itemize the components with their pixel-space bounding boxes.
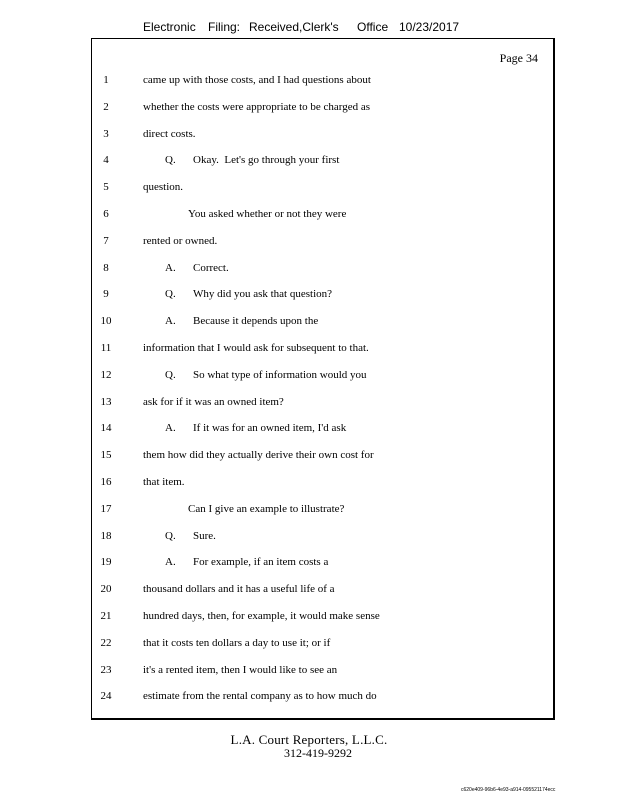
transcript-line [0,476,618,492]
qa-marker: A. [165,261,176,274]
line-text: So what type of information would you [193,368,367,381]
line-text-container [188,503,344,515]
line-text: You asked whether or not they were [188,208,347,220]
line-text: ask for if it was an owned item? [143,395,284,408]
line-number: 2 [103,100,109,113]
document-hash: c620e409-96b6-4e93-a914-095521174ecc [461,787,556,793]
qa-marker: Q. [165,154,176,167]
line-text-container [165,369,367,381]
line-text: hundred days, then, for example, it would make sense [143,610,380,622]
line-number: 1 [103,74,109,86]
line-text: rented or owned. [143,234,218,247]
line-text: direct costs. [143,127,196,140]
line-number: 5 [103,181,109,194]
transcript-line [0,181,618,197]
line-text-container [143,74,371,86]
stamp-date: 10/23/2017 [399,20,460,34]
transcript-line [0,664,618,680]
footer-phone: 312-419-9292 [284,746,352,760]
transcript-line [0,128,618,144]
line-number: 9 [103,288,109,301]
transcript-line [0,503,618,519]
line-text-container [165,262,229,274]
line-number: 19 [100,556,112,569]
line-text: Correct. [193,261,229,274]
transcript-line [0,342,618,358]
line-text: information that I would ask for subsequent to that. [143,342,369,354]
line-text-container [165,530,216,542]
line-text-container [143,449,374,461]
line-text-container [165,315,318,327]
line-text: thousand dollars and it has a useful life of a [143,583,335,596]
line-text-container [143,637,330,649]
stamp-word-office: Office [357,20,389,34]
line-text-container [188,208,346,220]
line-text-container [143,690,377,702]
filing-stamp [0,20,618,40]
line-text-container [143,235,217,247]
line-text-container [143,342,369,354]
qa-marker: A. [165,315,176,328]
transcript-line [0,74,618,90]
line-text: came up with those costs, and I had questions about [143,74,371,86]
transcript-line [0,154,618,170]
transcript-line [0,235,618,251]
stamp-word-electronic: Electronic [143,20,196,34]
line-text-container [143,396,284,408]
transcript-line [0,583,618,599]
line-text: that it costs ten dollars a day to use it; or if [143,636,331,649]
line-number: 13 [100,395,112,408]
line-text: Sure. [193,529,216,542]
line-number: 10 [100,315,112,328]
line-number: 3 [103,127,109,140]
line-number: 17 [100,502,112,515]
line-text: For example, if an item costs a [193,556,329,569]
line-text: Because it depends upon the [193,315,319,328]
qa-marker: Q. [165,288,176,301]
transcript-line [0,262,618,278]
line-number: 8 [103,261,109,274]
footer-company: L.A. Court Reporters, L.L.C. [230,732,388,747]
transcript-line [0,208,618,224]
stamp-word-received: Received,Clerk's [249,20,339,34]
line-text: that item. [143,476,185,488]
transcript-line [0,530,618,546]
transcript-line [0,315,618,331]
line-text: it's a rented item, then I would like to see an [143,663,338,676]
line-number: 24 [100,690,112,703]
line-text: If it was for an owned item, I'd ask [193,422,347,435]
line-text-container [143,128,196,140]
line-text-container [143,583,335,595]
transcript-line [0,690,618,706]
line-number: 22 [100,636,112,649]
line-text-container [165,422,346,434]
transcript-line [0,396,618,412]
line-text-container [143,101,370,113]
qa-marker: Q. [165,529,176,542]
line-number: 4 [103,154,109,167]
line-number: 21 [100,610,112,622]
line-number: 7 [103,234,109,247]
line-number: 14 [100,422,112,435]
line-text: Can I give an example to illustrate? [188,502,345,515]
line-text: question. [143,181,184,194]
line-text: Okay. Let's go through your first [193,154,340,167]
line-text-container [143,610,380,622]
line-number: 12 [100,368,112,381]
line-number: 11 [100,342,112,354]
qa-marker: A. [165,422,176,435]
line-number: 15 [100,449,112,462]
line-text-container [165,288,332,300]
transcript-line [0,610,618,626]
transcript-line [0,101,618,117]
line-text: whether the costs were appropriate to be charged as [143,100,371,113]
line-text-container [165,154,339,166]
line-number: 16 [100,476,112,488]
qa-marker: Q. [165,368,176,381]
line-text: estimate from the rental company as to how much do [143,690,377,703]
line-text: Why did you ask that question? [193,288,333,301]
line-number: 6 [103,208,109,220]
transcript-line [0,288,618,304]
qa-marker: A. [165,556,176,569]
transcript-line [0,556,618,572]
transcript-line [0,637,618,653]
page-number: Page 34 [499,51,538,65]
transcript-line [0,422,618,438]
line-number: 18 [100,529,112,542]
line-text-container [143,181,183,193]
line-text: them how did they actually derive their own cost for [143,449,374,462]
line-number: 23 [100,663,112,676]
line-number: 20 [100,583,112,596]
line-text-container [143,476,185,488]
transcript-line [0,449,618,465]
line-text-container [165,556,328,568]
stamp-word-filing: Filing: [208,20,241,34]
transcript-line [0,369,618,385]
line-text-container [143,664,337,676]
